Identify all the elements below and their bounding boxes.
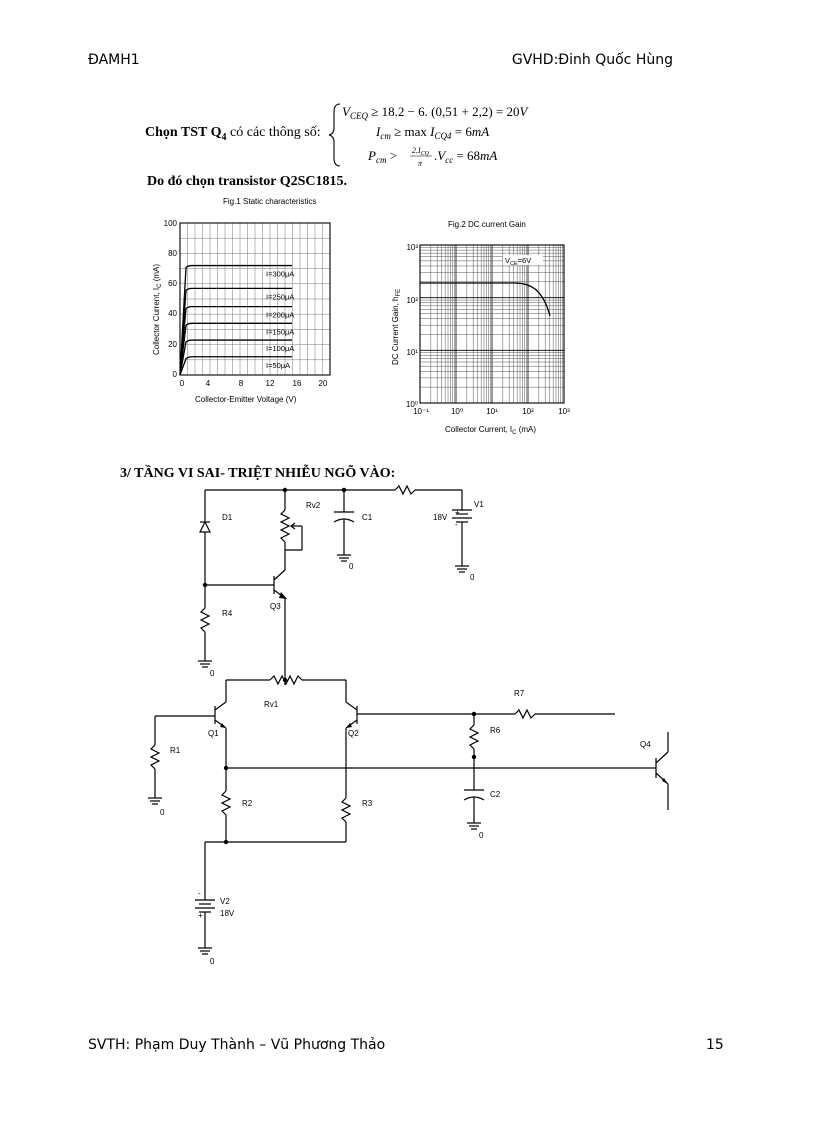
fig2-dc-current-gain [385, 215, 585, 440]
fig1-title: Fig.1 Static characteristics [223, 197, 317, 206]
label-r2: R2 [242, 799, 253, 808]
selection-label: Chọn TST $Q_4$ có các thông số: [145, 125, 321, 143]
label-r4-ground: 0 [210, 669, 215, 678]
fig1-curve-label: I=200μA [266, 310, 295, 320]
svg-text:+: + [198, 911, 203, 920]
header-left: ĐAMH1 [88, 52, 140, 68]
fig1-xtick: 16 [292, 379, 302, 388]
label-rv2: Rv2 [306, 501, 321, 510]
section-title: 3/ TẦNG VI SAI- TRIỆT NHIỄU NGÕ VÀO: [120, 466, 396, 481]
fig1-ylabel: Collector Current, $I_C$ (mA) [152, 263, 163, 355]
fig2-xtick: 10⁻¹ [413, 407, 429, 416]
svg-text:+: + [455, 508, 460, 517]
label-v2-value: 18V [220, 909, 235, 918]
fig1-curve-label: I=250μA [266, 292, 295, 302]
page-number: 15 [706, 1037, 724, 1053]
fig1-curve-label: I=100μA [266, 344, 295, 354]
fig2-xtick: 10³ [558, 407, 570, 416]
fig2-ytick: 10⁰ [405, 400, 418, 409]
label-v1-ground: 0 [470, 573, 475, 582]
label-c1: C1 [362, 513, 373, 522]
fig1-ytick: 80 [168, 249, 177, 258]
selection-conclusion: Do đó chọn transistor Q2SC1815. [147, 174, 348, 189]
fig2-xtick: 10⁰ [450, 407, 464, 416]
label-r6: R6 [490, 726, 501, 735]
equation-3-tail: $.V_{cc} = 68mA$ [434, 148, 498, 165]
label-q4: Q4 [640, 740, 651, 749]
equation-3: $P_{cm}$ > [368, 148, 398, 165]
label-v1-value: 18V [433, 513, 448, 522]
equation-3-numerator: $2.I_{CQ}$ [412, 146, 430, 157]
fig1-curve-label: I=50μA [266, 360, 291, 370]
label-q3: Q3 [270, 602, 281, 611]
label-r4: R4 [222, 609, 233, 618]
label-c2: C2 [490, 790, 501, 799]
fig1-curve-label: I=150μA [266, 327, 295, 337]
label-d1: D1 [222, 513, 233, 522]
fig2-ytick: 10¹ [406, 348, 418, 357]
fig2-xtick: 10² [522, 407, 534, 416]
fig1-xlabel: Collector-Emitter Voltage (V) [195, 395, 297, 404]
fig2-ylabel: DC Current Gain, $h_{FE}$ [391, 288, 402, 365]
label-rv1: Rv1 [264, 700, 279, 709]
label-q1: Q1 [208, 729, 219, 738]
fig1-xtick: 12 [265, 379, 275, 388]
svg-text:-: - [455, 520, 458, 529]
fig1-ytick: 60 [168, 279, 177, 288]
circuit-schematic [0, 480, 816, 980]
fig1-ytick: 40 [168, 309, 177, 318]
fig1-xtick: 0 [179, 379, 185, 388]
fig1-static-characteristics [148, 195, 348, 410]
fig1-xtick: 20 [318, 379, 328, 388]
label-q2: Q2 [348, 729, 359, 738]
fig1-xtick: 4 [205, 379, 211, 388]
label-r1: R1 [170, 746, 181, 755]
fig1-ytick: 0 [172, 370, 177, 379]
label-v2: V2 [220, 897, 230, 906]
fig2-xlabel: Collector Current, $I_C$ (mA) [445, 425, 537, 436]
header-right: GVHD:Đinh Quốc Hùng [511, 52, 673, 68]
label-v2-ground: 0 [210, 957, 215, 966]
fig2-gain-curve [420, 283, 550, 316]
fig1-ytick: 20 [168, 340, 177, 349]
label-c2-ground: 0 [479, 831, 484, 840]
label-c1-ground: 0 [349, 562, 354, 571]
fig2-ytick: 10² [406, 296, 418, 305]
equation-2: $I_{cm} \ge \max I_{CQ4} = 6mA$ [376, 124, 490, 141]
svg-text:-: - [198, 889, 201, 898]
fig2-title: Fig.2 DC current Gain [448, 220, 526, 229]
equation-3-denominator: π [418, 159, 423, 168]
label-r1-ground: 0 [160, 808, 165, 817]
fig2-annotation: $V_{CE}=6V$ [505, 256, 532, 267]
fig1-curve-label: I=300μA [266, 269, 295, 279]
label-r7: R7 [514, 689, 525, 698]
equation-1: $V_{CEQ} \ge 18.2 - 6$. (0,51 + 2,2) = 20V [342, 104, 528, 121]
equation-block [328, 100, 568, 170]
fig1-xtick: 8 [238, 379, 244, 388]
fig2-xtick: 10¹ [486, 407, 498, 416]
footer-authors: SVTH: Phạm Duy Thành – Vũ Phương Thảo [88, 1037, 386, 1053]
fig1-ytick: 100 [163, 219, 177, 228]
fig2-ytick: 10³ [406, 243, 418, 252]
fig1-curve [180, 266, 295, 375]
label-r3: R3 [362, 799, 373, 808]
label-v1: V1 [474, 500, 484, 509]
